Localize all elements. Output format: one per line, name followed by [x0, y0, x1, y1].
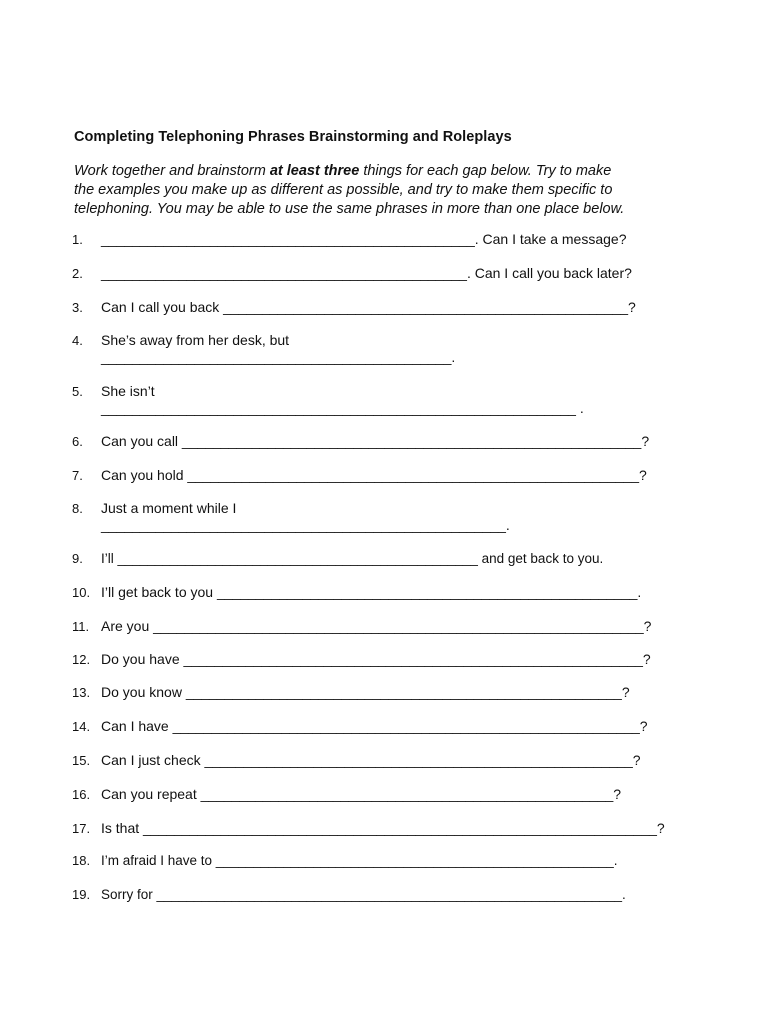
item-prompt: Can you call ___________________________________________________________?	[101, 433, 650, 449]
instructions	[74, 162, 694, 219]
item-number: 14.	[72, 719, 91, 734]
item-number: 3.	[72, 300, 83, 315]
item-prompt-continued: _____________________________________________.	[101, 349, 456, 365]
item-number: 18.	[72, 853, 91, 868]
item-prompt-continued: _____________________________________________________________ .	[101, 400, 584, 416]
item-number: 10.	[72, 585, 91, 600]
item-prompt: Can you hold __________________________________________________________?	[101, 467, 647, 483]
item-prompt: _______________________________________________. Can I call you back later?	[101, 265, 632, 281]
item-prompt: She isn’t	[101, 383, 155, 399]
item-prompt: She’s away from her desk, but	[101, 332, 290, 348]
item-prompt-continued: ____________________________________________________.	[101, 517, 510, 533]
item-number: 5.	[72, 384, 83, 399]
item-prompt: Is that __________________________________________________________________?	[101, 820, 665, 836]
item-prompt: Can you repeat _____________________________________________________?	[101, 786, 622, 802]
item-prompt: I’m afraid I have to _____________________________________________________.	[101, 853, 618, 868]
item-prompt: ________________________________________________. Can I take a message?	[101, 231, 627, 247]
instructions-emphasis: at least three	[269, 163, 360, 179]
instructions-line-3: telephoning. You may be able to use the same phrases in more than one place below.	[74, 201, 625, 217]
item-number: 15.	[72, 753, 91, 768]
item-prompt: I’ll ________________________________________________ and get back to you.	[101, 551, 604, 566]
item-prompt: Just a moment while I	[101, 500, 237, 516]
instructions-line-2: the examples you make up as different as possible, and try to make them specific to	[74, 182, 613, 198]
item-prompt: Can I call you back ____________________________________________________?	[101, 299, 636, 315]
item-prompt: Sorry for ______________________________________________________________.	[101, 887, 626, 902]
item-number: 8.	[72, 501, 83, 516]
item-number: 4.	[72, 333, 83, 348]
item-number: 11.	[72, 619, 90, 634]
item-prompt: Can I just check _______________________________________________________?	[101, 752, 641, 768]
item-number: 9.	[72, 551, 83, 566]
item-number: 6.	[72, 434, 83, 449]
item-number: 17.	[72, 821, 91, 836]
item-prompt: I’ll get back to you ______________________________________________________.	[101, 584, 642, 600]
item-prompt: Do you know ________________________________________________________?	[101, 684, 630, 700]
item-number: 1.	[72, 232, 83, 247]
instructions-text: Work together and brainstorm	[74, 163, 270, 179]
item-number: 16.	[72, 787, 91, 802]
item-number: 7.	[72, 468, 83, 483]
item-prompt: Are you _______________________________________________________________?	[101, 618, 652, 634]
item-number: 2.	[72, 266, 83, 281]
item-number: 19.	[72, 887, 91, 902]
instructions-text: things for each gap below. Try to make	[359, 163, 612, 179]
item-number: 12.	[72, 652, 91, 667]
item-prompt: Do you have ___________________________________________________________?	[101, 651, 651, 667]
page-title: Completing Telephoning Phrases Brainstorming and Roleplays	[74, 129, 512, 145]
instructions-line-1	[74, 162, 694, 181]
item-prompt: Can I have ____________________________________________________________?	[101, 718, 648, 734]
item-number: 13.	[72, 685, 91, 700]
